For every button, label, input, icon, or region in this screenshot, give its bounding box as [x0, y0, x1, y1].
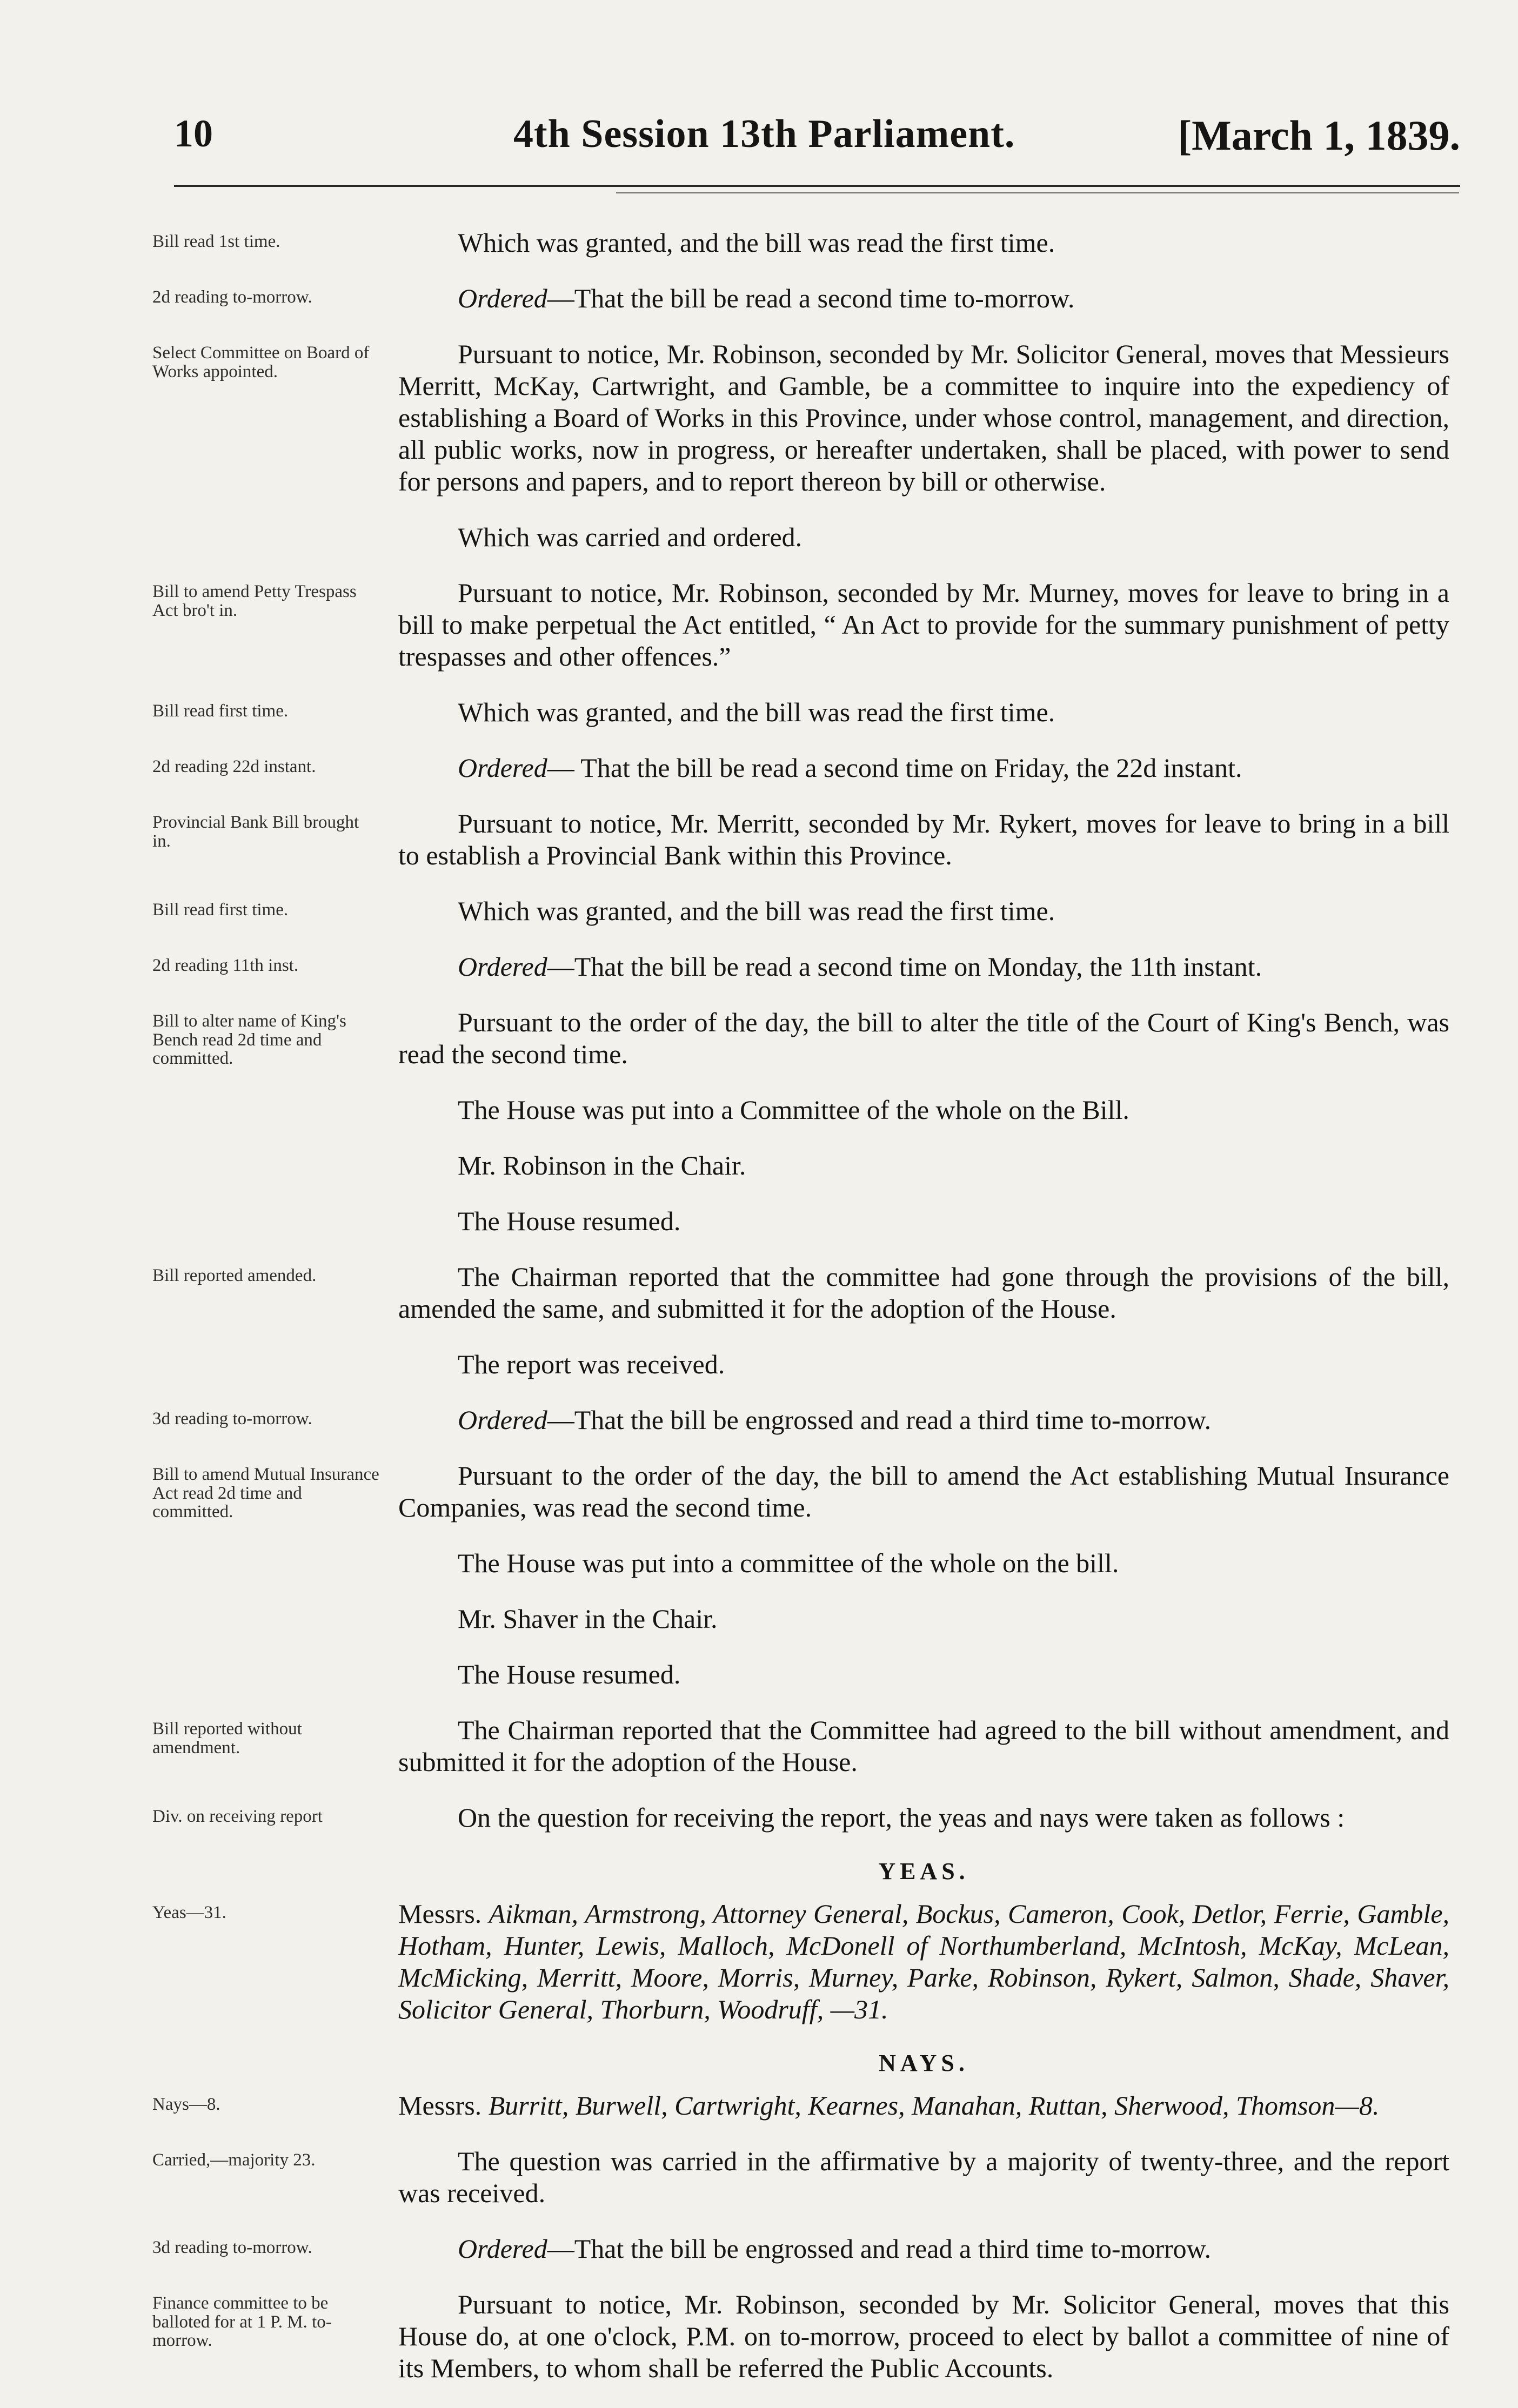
yeas-list: Aikman, Armstrong, Attorney General, Bockus, Cameron, Cook, Detlor, Ferrie, Gamble, Hotham, Hunter, Lewis, Malloch, McDonell of Northumberland, McIntosh, McKay, McLean, McMicking, Merritt, Moore, Morris, Murney, Parke, Robinson, Rykert, Salmon, Shade, Shaver, Solicitor General, Thorburn, Woodruff, —31. [398, 1899, 1450, 2024]
journal-entry [152, 2233, 1449, 2265]
entry-body: — That the bill be read a second time on Friday, the 22d instant. [547, 753, 1242, 783]
entry-text [398, 895, 1449, 927]
header-rule-thin [616, 192, 1459, 193]
ordered-label: Ordered [458, 753, 547, 783]
entry-body: Pursuant to the order of the day, the bill to alter the title of the Court of King's Bench, was read the second time. [398, 1007, 1449, 1069]
entry-body: —That the bill be engrossed and read a third time to-morrow. [547, 1405, 1212, 1435]
entry-text [398, 1094, 1449, 1126]
journal-entry [152, 577, 1449, 673]
entry-text [398, 227, 1449, 259]
session-title: 4th Session 13th Parliament. [513, 112, 1015, 156]
entry-text [398, 521, 1449, 553]
journal-entry [152, 895, 1449, 927]
margin-note: Provincial Bank Bill brought in. [152, 813, 359, 851]
journal-entry [152, 521, 1449, 553]
nays-list: Burritt, Burwell, Cartwright, Kearnes, Manahan, Ruttan, Sherwood, Thomson—8. [488, 2090, 1380, 2121]
ordered-label: Ordered [458, 2233, 547, 2264]
journal-entry [152, 338, 1449, 498]
margin-note: 3d reading to-morrow. [152, 2238, 312, 2257]
ordered-label: Ordered [458, 283, 547, 313]
journal-entry [152, 1547, 1449, 1579]
journal-entry [152, 1603, 1449, 1635]
entry-text [398, 951, 1449, 983]
entry-body: Mr. Robinson in the Chair. [458, 1150, 746, 1180]
entry-body: Which was granted, and the bill was read the first time. [458, 697, 1055, 727]
journal-entry [152, 951, 1449, 983]
journal-entry [152, 1659, 1449, 1691]
margin-note: Bill read 1st time. [152, 232, 280, 251]
journal-entry [152, 1802, 1449, 1834]
journal-entry [152, 1094, 1449, 1126]
journal-entry [152, 1404, 1449, 1436]
entry-body: On the question for receiving the report, the yeas and nays were taken as follows : [458, 1802, 1345, 1833]
entry-body: The House resumed. [458, 1206, 681, 1236]
page-date: [March 1, 1839. [1178, 112, 1460, 159]
margin-note: Carried,—majority 23. [152, 2150, 316, 2170]
yeas-names [398, 1898, 1449, 2025]
entries-list [152, 227, 1449, 1834]
margin-note: Bill to amend Mutual Insurance Act read 2d time and committed. [152, 1465, 379, 1522]
journal-entry [152, 1261, 1449, 1325]
margin-note: Div. on receiving report [152, 1807, 323, 1826]
entry-body: Which was granted, and the bill was read the first time. [458, 896, 1055, 926]
nays-heading: NAYS. [879, 2050, 969, 2076]
entry-text [398, 1349, 1449, 1380]
page-header [174, 111, 1460, 171]
entry-body: The House was put into a committee of the whole on the bill. [458, 1548, 1119, 1578]
entry-text [398, 1714, 1449, 1778]
journal-entry [152, 1460, 1449, 1524]
margin-note: Bill read first time. [152, 900, 289, 920]
entry-text [398, 283, 1449, 314]
entry-text [398, 1802, 1449, 1834]
margin-note: Bill reported without amendment. [152, 1719, 302, 1758]
ordered-label: Ordered [458, 951, 547, 982]
entry-body: The House resumed. [458, 1659, 681, 1689]
margin-note: 2d reading 11th inst. [152, 956, 299, 975]
journal-entry [152, 1349, 1449, 1380]
entry-body: Which was carried and ordered. [458, 522, 803, 552]
margin-note: Bill read first time. [152, 701, 289, 721]
journal-entry [152, 283, 1449, 314]
yeas-heading: YEAS. [878, 1858, 969, 1884]
entry-text [398, 338, 1449, 498]
entry-text [398, 1150, 1449, 1182]
journal-entry [152, 2145, 1449, 2209]
entry-text [398, 1460, 1449, 1524]
journal-entry [152, 1007, 1449, 1070]
entry-body: The Chairman reported that the committee had gone through the provisions of the bill, amended the same, and submitted it for the adoption of the House. [398, 1262, 1449, 1324]
header-rule [174, 185, 1460, 187]
entry-body: Mr. Shaver in the Chair. [458, 1604, 718, 1634]
margin-note: Bill to amend Petty Trespass Act bro't in. [152, 582, 357, 620]
page-number: 10 [174, 112, 213, 155]
entry-body: Which was granted, and the bill was read the first time. [458, 227, 1055, 258]
entry-body: Pursuant to the order of the day, the bill to amend the Act establishing Mutual Insurance Companies, was read the second time. [398, 1460, 1449, 1522]
entry-body: —That the bill be read a second time to-morrow. [547, 283, 1075, 313]
margin-note: 2d reading 22d instant. [152, 757, 316, 776]
entry-text [398, 1547, 1449, 1579]
entry-text [398, 1007, 1449, 1070]
journal-entry [152, 1205, 1449, 1237]
journal-entry [152, 2289, 1449, 2384]
margin-note: Nays—8. [152, 2095, 220, 2114]
margin-note: Bill to alter name of King's Bench read 2d time and committed. [152, 1011, 346, 1069]
entry-text [398, 2145, 1449, 2209]
margin-note: 3d reading to-morrow. [152, 1409, 312, 1428]
margin-note: Select Committee on Board of Works appointed. [152, 343, 370, 381]
entry-body: The House was put into a Committee of the whole on the Bill. [458, 1095, 1129, 1125]
entry-text [398, 1205, 1449, 1237]
entry-text [398, 577, 1449, 673]
margin-note: Finance committee to be balloted for at 1 P. M. to-morrow. [152, 2293, 332, 2351]
nays-names [398, 2090, 1449, 2122]
journal-body [152, 227, 1449, 2408]
yeas-entry [152, 1898, 1449, 2025]
entry-text [398, 752, 1449, 784]
entry-text [398, 808, 1449, 871]
entry-body: The question was carried in the affirmative by a majority of twenty-three, and the report was received. [398, 2146, 1449, 2208]
journal-entry [152, 696, 1449, 728]
entry-text [398, 1603, 1449, 1635]
yeas-lead: Messrs. [398, 1899, 482, 1929]
margin-note: Bill reported amended. [152, 1266, 317, 1285]
entry-text [398, 1404, 1449, 1436]
journal-entry [152, 808, 1449, 871]
journal-entry [152, 1150, 1449, 1182]
entry-text [398, 2289, 1449, 2384]
entry-body: Pursuant to notice, Mr. Merritt, seconded by Mr. Rykert, moves for leave to bring in a bill to establish a Provincial Bank within this Province. [398, 808, 1449, 870]
nays-entry [152, 2090, 1449, 2122]
nays-lead: Messrs. [398, 2090, 482, 2121]
entry-body: The report was received. [458, 1349, 725, 1379]
ordered-label: Ordered [458, 1405, 547, 1435]
margin-note: 2d reading to-morrow. [152, 287, 312, 307]
entry-text [398, 1261, 1449, 1325]
journal-entry [152, 1714, 1449, 1778]
entry-body: —That the bill be read a second time on Monday, the 11th instant. [547, 951, 1262, 982]
entry-text [398, 1659, 1449, 1691]
entry-body: Pursuant to notice, Mr. Robinson, seconded by Mr. Solicitor General, moves that this House do, at one o'clock, P.M. on to-morrow, proceed to elect by ballot a committee of nine of its Members, to whom shall be referred the Public Accounts. [398, 2289, 1449, 2383]
entry-text [398, 2233, 1449, 2265]
journal-entry [152, 752, 1449, 784]
tail-entries [152, 2145, 1449, 2384]
entry-text [398, 696, 1449, 728]
entry-body: Pursuant to notice, Mr. Robinson, seconded by Mr. Solicitor General, moves that Messieurs Merritt, McKay, Cartwright, and Gamble, be a committee to inquire into the expediency of establishing a Board of Works in this Province, under whose control, management, and direction, all public works, now in progress, or hereafter undertaken, shall be placed, with power to send for persons and papers, and to report thereon by bill or otherwise. [398, 339, 1449, 497]
journal-entry [152, 227, 1449, 259]
entry-body: Pursuant to notice, Mr. Robinson, seconded by Mr. Murney, moves for leave to bring in a bill to make perpetual the Act entitled, “ An Act to provide for the summary punishment of petty trespasses and other offences.” [398, 578, 1449, 672]
entry-body: —That the bill be engrossed and read a third time to-morrow. [547, 2233, 1212, 2264]
margin-note: Yeas—31. [152, 1903, 226, 1922]
entry-body: The Chairman reported that the Committee had agreed to the bill without amendment, and submitted it for the adoption of the House. [398, 1715, 1449, 1777]
